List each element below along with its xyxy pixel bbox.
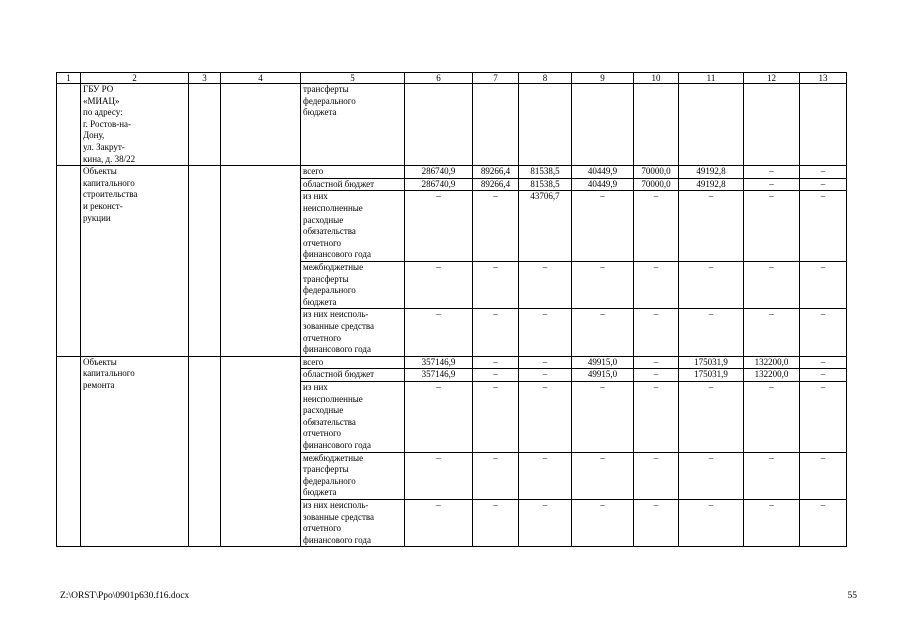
funding-source-cell: межбюджетные трансферты федерального бюджета	[301, 452, 405, 499]
funding-source-cell: межбюджетные трансферты федерального бюджета	[301, 261, 405, 308]
funding-source-cell: из них неисполь- зованные средства отчетного финансового года	[301, 499, 405, 546]
value-cell: –	[800, 356, 847, 369]
value-cell: –	[519, 309, 572, 356]
value-cell: –	[800, 499, 847, 546]
value-cell: 286740,9	[405, 166, 473, 179]
funding-source-cell: областной бюджет	[301, 178, 405, 191]
value-cell	[473, 84, 519, 166]
header-cell: 9	[572, 73, 634, 84]
value-cell: 89266,4	[473, 178, 519, 191]
value-cell: –	[744, 261, 800, 308]
header-cell: 4	[221, 73, 301, 84]
header-cell: 1	[57, 73, 81, 84]
value-cell: –	[634, 356, 679, 369]
value-cell: 40449,9	[572, 166, 634, 179]
header-cell: 2	[81, 73, 189, 84]
object-name-cell: ГБУ РО «МИАЦ» по адресу: г. Ростов-на- Дону, ул. Закрут- кина, д. 38/22	[81, 84, 189, 166]
value-cell: –	[744, 191, 800, 262]
value-cell: –	[405, 452, 473, 499]
value-cell: –	[473, 191, 519, 262]
value-cell: –	[800, 178, 847, 191]
header-cell: 3	[189, 73, 221, 84]
object-name-cell: Объекты капитального строительства и реконст- рукции	[81, 166, 189, 357]
header-cell: 10	[634, 73, 679, 84]
value-cell: 70000,0	[634, 178, 679, 191]
table-row	[57, 356, 847, 369]
value-cell: –	[473, 452, 519, 499]
value-cell: –	[744, 178, 800, 191]
empty-cell	[221, 166, 301, 357]
value-cell: 49915,0	[572, 356, 634, 369]
value-cell: –	[519, 499, 572, 546]
value-cell: 132200,0	[744, 356, 800, 369]
value-cell: –	[473, 309, 519, 356]
page-number: 55	[847, 591, 857, 601]
value-cell: –	[744, 499, 800, 546]
value-cell	[519, 84, 572, 166]
empty-cell	[189, 356, 221, 547]
value-cell: –	[572, 381, 634, 452]
empty-cell	[189, 166, 221, 357]
value-cell: –	[519, 356, 572, 369]
value-cell: –	[634, 261, 679, 308]
funding-source-cell: из них неисполненные расходные обязательства отчетного финансового года	[301, 191, 405, 262]
value-cell: –	[473, 356, 519, 369]
funding-source-cell: из них неисполь- зованные средства отчетного финансового года	[301, 309, 405, 356]
file-path-footer: Z:\ORST\Ppo\0901p630.f16.docx	[60, 591, 190, 601]
funding-source-cell: из них неисполненные расходные обязательства отчетного финансового года	[301, 381, 405, 452]
value-cell: –	[634, 499, 679, 546]
funding-source-cell: всего	[301, 166, 405, 179]
value-cell: 286740,9	[405, 178, 473, 191]
value-cell: –	[800, 381, 847, 452]
value-cell: –	[473, 499, 519, 546]
value-cell: –	[634, 381, 679, 452]
object-name-cell: Объекты капитального ремонта	[81, 356, 189, 547]
value-cell: 175031,9	[679, 369, 744, 382]
table-row	[57, 84, 847, 166]
header-cell: 13	[800, 73, 847, 84]
header-cell: 8	[519, 73, 572, 84]
value-cell: 89266,4	[473, 166, 519, 179]
header-cell: 12	[744, 73, 800, 84]
value-cell	[679, 84, 744, 166]
value-cell: 49915,0	[572, 369, 634, 382]
value-cell: 357146,9	[405, 356, 473, 369]
value-cell: –	[679, 191, 744, 262]
row-number-cell	[57, 166, 81, 357]
value-cell	[572, 84, 634, 166]
value-cell: –	[679, 309, 744, 356]
value-cell: 49192,8	[679, 178, 744, 191]
value-cell: 70000,0	[634, 166, 679, 179]
funding-source-cell: всего	[301, 356, 405, 369]
funding-source-cell: областной бюджет	[301, 369, 405, 382]
value-cell: –	[679, 261, 744, 308]
value-cell: –	[634, 191, 679, 262]
value-cell: 357146,9	[405, 369, 473, 382]
value-cell: –	[572, 499, 634, 546]
value-cell: –	[519, 261, 572, 308]
value-cell: 49192,8	[679, 166, 744, 179]
value-cell: –	[572, 452, 634, 499]
value-cell: –	[572, 309, 634, 356]
document-table	[56, 72, 847, 547]
header-cell: 5	[301, 73, 405, 84]
value-cell: 132200,0	[744, 369, 800, 382]
value-cell: 40449,9	[572, 178, 634, 191]
value-cell: –	[800, 191, 847, 262]
value-cell: –	[405, 261, 473, 308]
value-cell: –	[473, 261, 519, 308]
value-cell: –	[800, 369, 847, 382]
value-cell: 175031,9	[679, 356, 744, 369]
value-cell: –	[679, 452, 744, 499]
value-cell: –	[634, 369, 679, 382]
value-cell: –	[473, 369, 519, 382]
value-cell: –	[744, 309, 800, 356]
value-cell: –	[800, 261, 847, 308]
row-number-cell	[57, 84, 81, 166]
value-cell: –	[679, 499, 744, 546]
column-number-row	[57, 73, 847, 84]
value-cell: –	[519, 369, 572, 382]
value-cell: –	[572, 191, 634, 262]
value-cell: 81538,5	[519, 178, 572, 191]
value-cell: –	[405, 499, 473, 546]
value-cell: –	[800, 309, 847, 356]
table-row	[57, 166, 847, 179]
value-cell	[634, 84, 679, 166]
row-number-cell	[57, 356, 81, 547]
value-cell: –	[634, 452, 679, 499]
empty-cell	[189, 84, 221, 166]
value-cell: –	[634, 309, 679, 356]
empty-cell	[221, 356, 301, 547]
header-cell: 7	[473, 73, 519, 84]
value-cell: –	[405, 191, 473, 262]
value-cell: –	[744, 452, 800, 499]
value-cell: –	[572, 261, 634, 308]
value-cell: –	[800, 166, 847, 179]
value-cell	[405, 84, 473, 166]
funding-source-cell: трансферты федерального бюджета	[301, 84, 405, 166]
value-cell: –	[679, 381, 744, 452]
value-cell	[744, 84, 800, 166]
header-cell: 6	[405, 73, 473, 84]
value-cell: –	[405, 381, 473, 452]
value-cell: –	[800, 452, 847, 499]
value-cell: –	[519, 452, 572, 499]
value-cell: –	[519, 381, 572, 452]
value-cell: –	[744, 166, 800, 179]
value-cell: 81538,5	[519, 166, 572, 179]
value-cell: –	[744, 381, 800, 452]
header-cell: 11	[679, 73, 744, 84]
value-cell: –	[405, 309, 473, 356]
value-cell: –	[473, 381, 519, 452]
value-cell	[800, 84, 847, 166]
empty-cell	[221, 84, 301, 166]
value-cell: 43706,7	[519, 191, 572, 262]
